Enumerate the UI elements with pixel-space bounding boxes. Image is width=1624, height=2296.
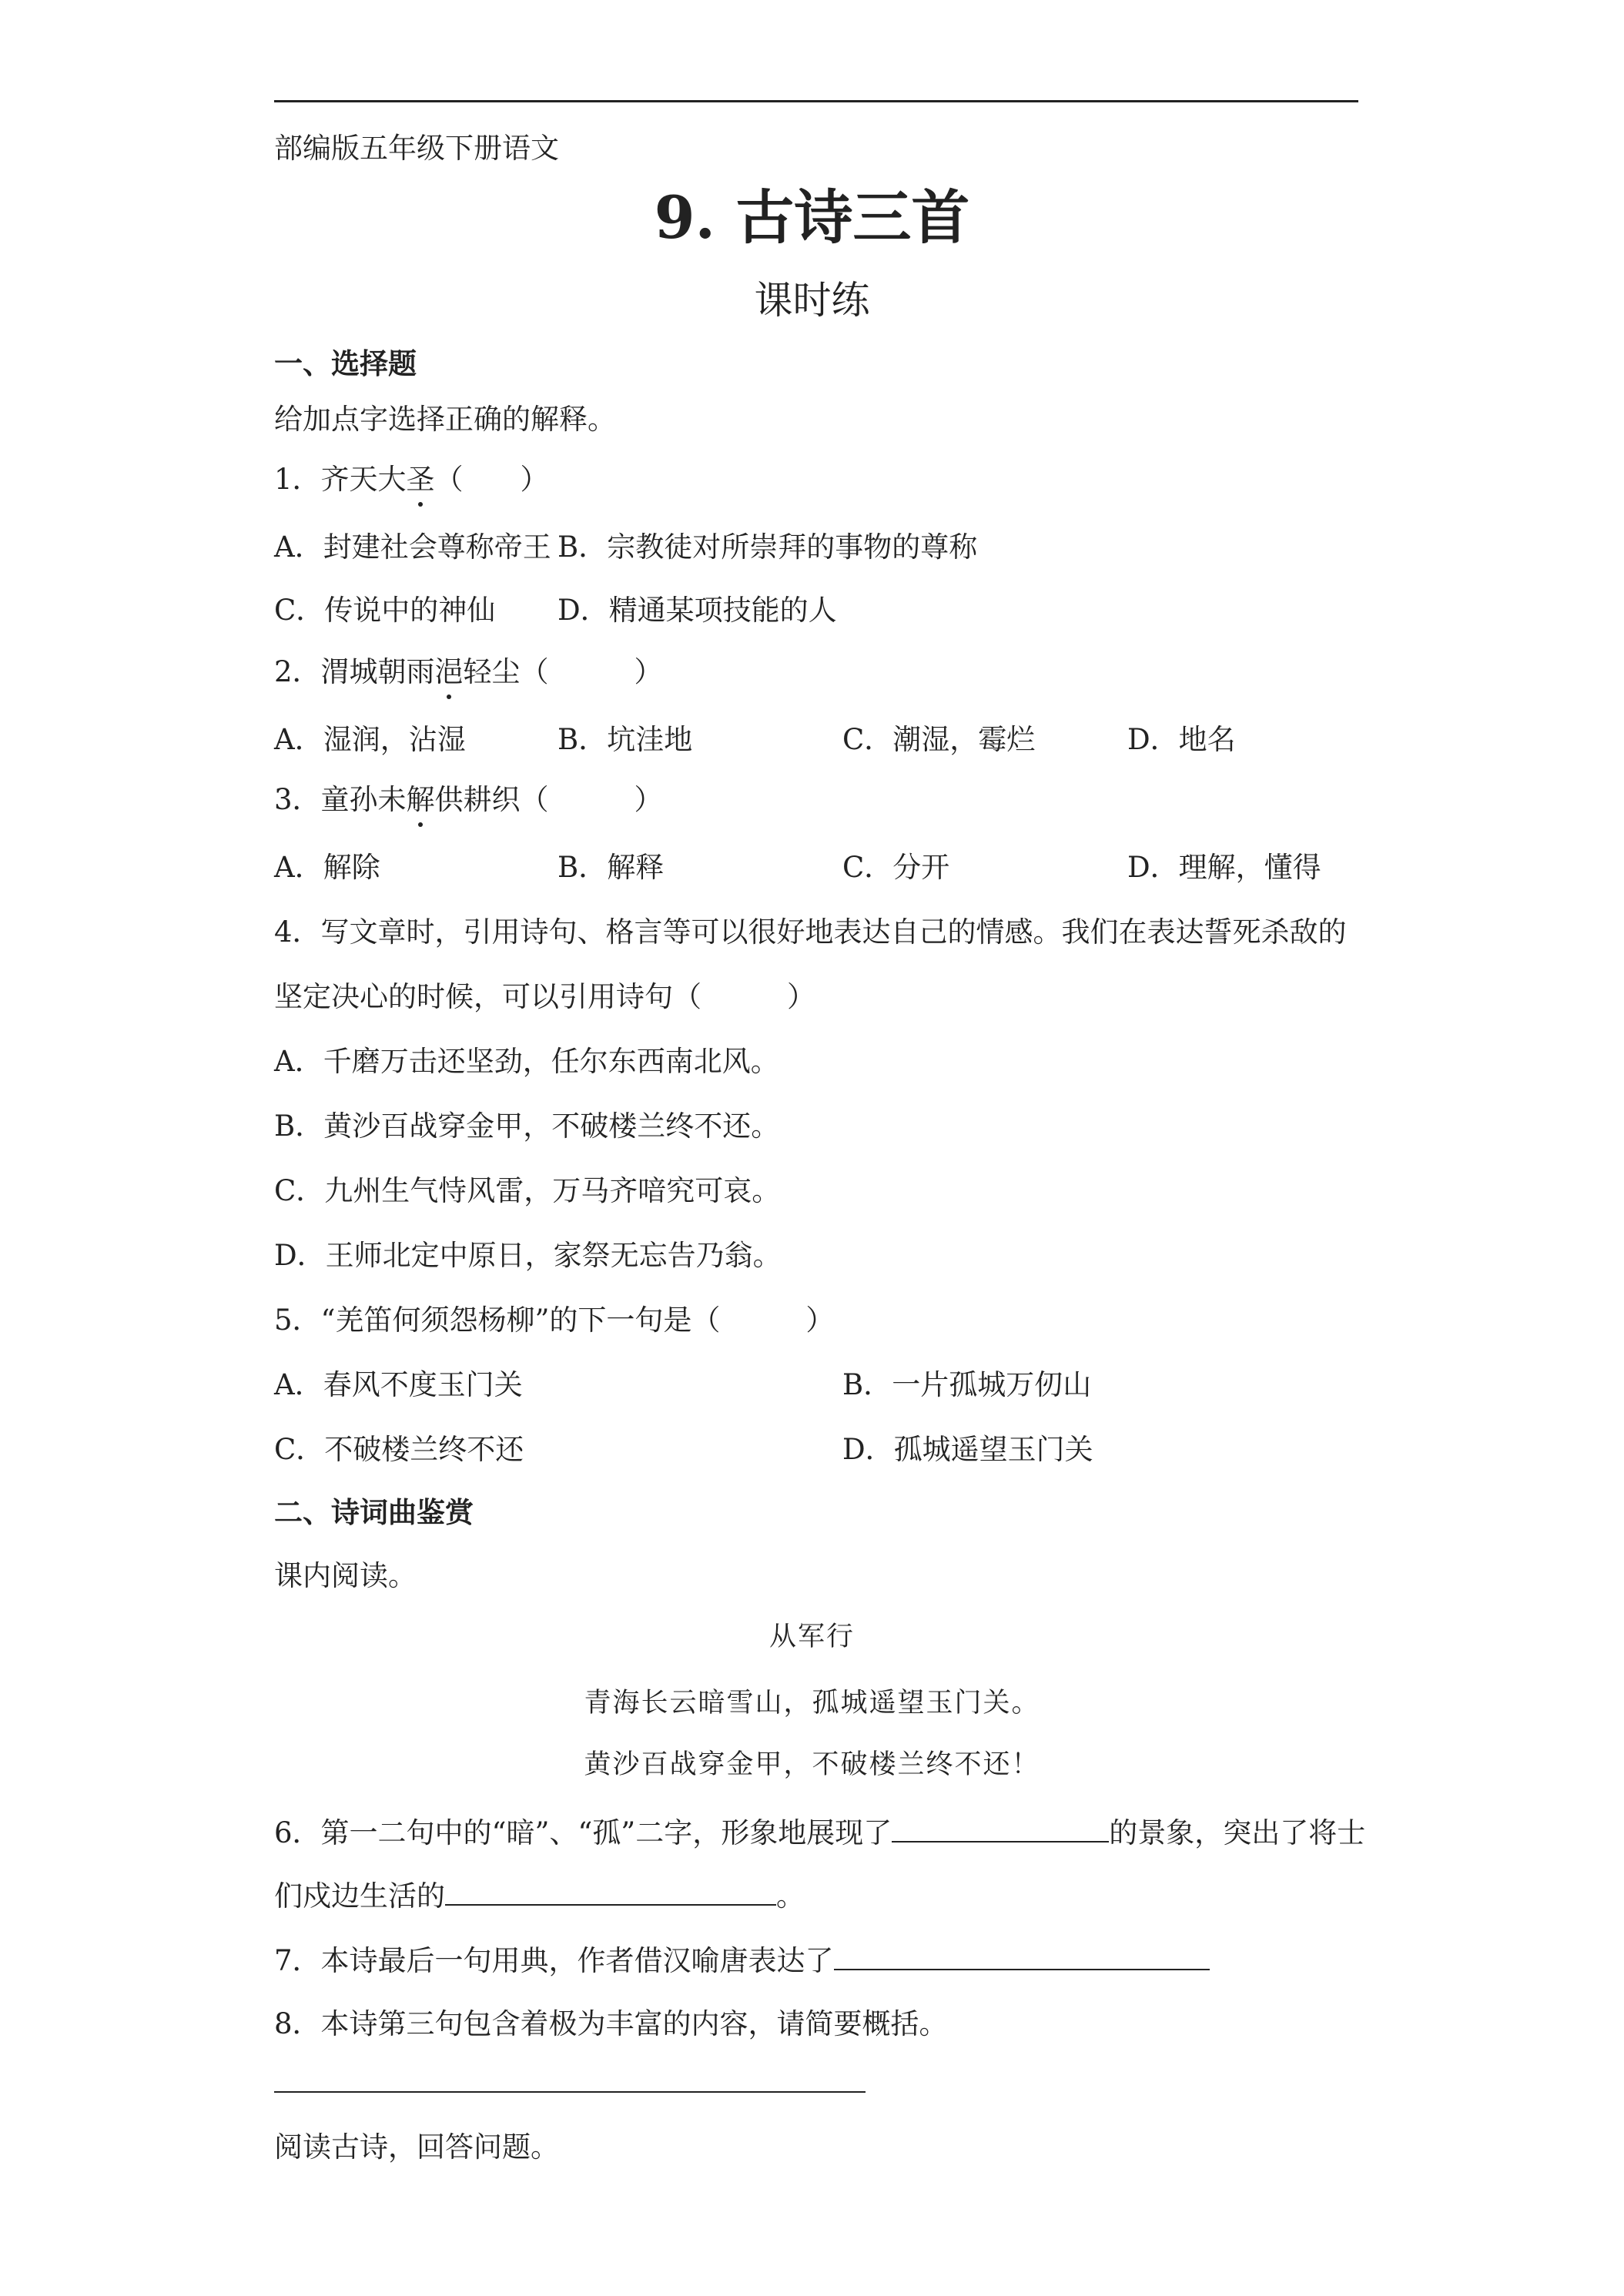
question-6-line2: 们戍边生活的 。 — [274, 1873, 805, 1914]
q7-blank[interactable] — [834, 1941, 1210, 1970]
q2-option-d[interactable]: D．地名 — [1127, 723, 1236, 756]
section-heading-choice: 一、选择题 — [274, 346, 417, 380]
q4-option-d[interactable]: D．王师北定中原日，家祭无忘告乃翁。 — [274, 1239, 782, 1272]
section2-intro: 课内阅读。 — [274, 1559, 417, 1592]
section-heading-poetry: 二、诗词曲鉴赏 — [274, 1495, 474, 1529]
question-6-line1: 6．第一二句中的“暗”、“孤”二字，形象地展现了 的景象，突出了将士 — [274, 1809, 1365, 1851]
q3-option-d[interactable]: D．理解，懂得 — [1127, 851, 1321, 884]
poem-title: 从军行 — [768, 1622, 855, 1652]
q5-option-b[interactable]: B．一片孤城万仞山 — [842, 1368, 1092, 1401]
q2-option-b[interactable]: B．坑洼地 — [558, 723, 693, 756]
section1-intro: 给加点字选择正确的解释。 — [274, 403, 616, 436]
top-rule — [274, 100, 1358, 102]
q2-option-a[interactable]: A．湿润，沾湿 — [274, 723, 466, 756]
q5-option-a[interactable]: A．春风不度玉门关 — [274, 1368, 523, 1401]
q3-option-a[interactable]: A．解除 — [274, 851, 380, 884]
q5-option-d[interactable]: D．孤城遥望玉门关 — [842, 1433, 1093, 1466]
question-2: 2．渭城朝雨浥轻尘（ ） — [274, 648, 663, 690]
question-8: 8．本诗第三句包含着极为丰富的内容，请简要概括。 — [274, 2007, 948, 2040]
question-4-line2: 坚定决心的时候，可以引用诗句（ ） — [274, 980, 815, 1013]
question-7: 7．本诗最后一句用典，作者借汉喻唐表达了 — [274, 1937, 1210, 1979]
dotted-char: 浥 — [435, 648, 464, 690]
page-title: 9. 古诗三首 — [654, 183, 970, 252]
poem-line-1: 青海长云暗雪山，孤城遥望玉门关。 — [584, 1688, 1040, 1719]
dotted-char: 解 — [407, 776, 435, 818]
q4-option-a[interactable]: A．千磨万击还坚劲，任尔东西南北风。 — [274, 1045, 779, 1078]
q2-option-c[interactable]: C．潮湿，霉烂 — [842, 723, 1036, 756]
poem-line-2: 黄沙百战穿金甲，不破楼兰终不还！ — [584, 1749, 1040, 1780]
q1-option-d[interactable]: D．精通某项技能的人 — [558, 594, 837, 627]
next-reading-intro: 阅读古诗，回答问题。 — [274, 2130, 559, 2164]
question-3: 3．童孙未解供耕织（ ） — [274, 776, 663, 818]
q1-option-a[interactable]: A．封建社会尊称帝王 — [274, 530, 551, 564]
q4-option-c[interactable]: C．九州生气恃风雷，万马齐喑究可哀。 — [274, 1174, 781, 1207]
question-1: 1．齐天大圣（ ） — [274, 456, 549, 497]
question-5: 5．“羌笛何须怨杨柳”的下一句是（ ） — [274, 1304, 835, 1337]
q3-option-c[interactable]: C．分开 — [842, 851, 950, 884]
q5-option-c[interactable]: C．不破楼兰终不还 — [274, 1433, 524, 1466]
q8-answer-line[interactable] — [274, 2091, 866, 2093]
header-label: 部编版五年级下册语文 — [274, 132, 559, 165]
q6-blank-1[interactable] — [892, 1813, 1109, 1842]
page-subtitle: 课时练 — [754, 278, 870, 323]
q4-option-b[interactable]: B．黄沙百战穿金甲，不破楼兰终不还。 — [274, 1110, 780, 1143]
q3-option-b[interactable]: B．解释 — [558, 851, 665, 884]
dotted-char: 圣 — [407, 456, 435, 497]
question-4-line1: 4．写文章时，引用诗句、格言等可以很好地表达自己的情感。我们在表达誓死杀敌的 — [274, 915, 1347, 949]
q1-option-c[interactable]: C．传说中的神仙 — [274, 594, 496, 627]
q1-option-b[interactable]: B．宗教徒对所崇拜的事物的尊称 — [558, 530, 978, 564]
q6-blank-2[interactable] — [445, 1876, 776, 1906]
